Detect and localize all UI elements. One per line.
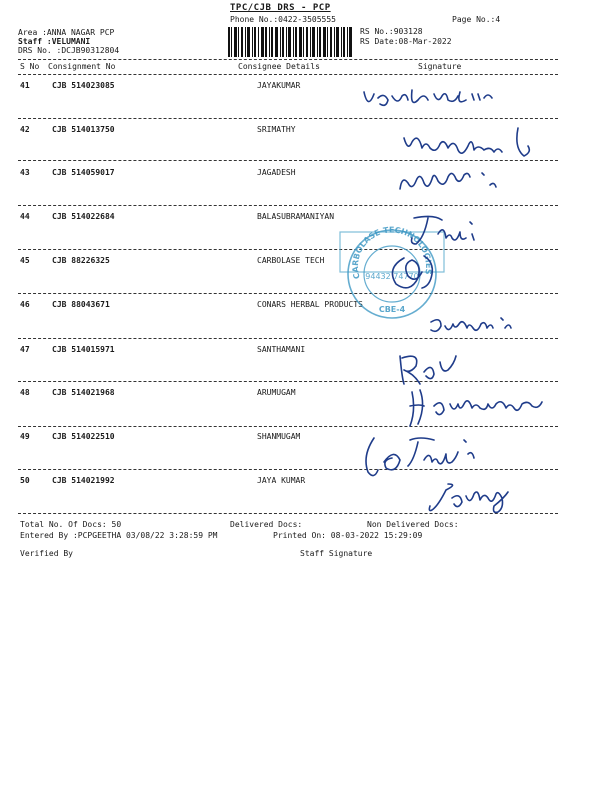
row-consignee: BALASUBRAMANIYAN <box>257 212 335 221</box>
rs-date: RS Date:08-Mar-2022 <box>360 37 452 46</box>
row-consignment-no: CJB 514022684 <box>52 212 115 221</box>
handwritten-signature <box>394 350 466 390</box>
handwritten-signature <box>360 432 510 482</box>
delivered-docs: Delivered Docs: <box>230 520 303 529</box>
row-consignment-no: CJB 514021968 <box>52 388 115 397</box>
stamp-text: CARBOLASE TECHNOLOGIES <box>350 225 434 280</box>
document-title: TPC/CJB DRS - PCP <box>230 3 331 13</box>
staff-label: Staff :VELUMANI <box>18 37 91 46</box>
row-sno: 50 <box>20 476 30 485</box>
row-sno: 46 <box>20 300 30 309</box>
row-sno: 44 <box>20 212 30 221</box>
row-consignment-no: CJB 514021992 <box>52 476 115 485</box>
row-consignee: ARUMUGAM <box>257 388 296 397</box>
divider <box>18 381 558 382</box>
handwritten-signature <box>380 250 450 296</box>
divider <box>18 59 558 60</box>
table-row <box>0 81 600 93</box>
col-consignment-no: Consignment No <box>48 62 116 71</box>
row-sno: 47 <box>20 345 30 354</box>
barcode <box>228 27 352 57</box>
row-sno: 42 <box>20 125 30 134</box>
table-row <box>0 212 600 224</box>
row-consignment-no: CJB 514015971 <box>52 345 115 354</box>
row-sno: 48 <box>20 388 30 397</box>
col-signature: Signature <box>418 62 462 71</box>
drs-number: DRS No. :DCJB90312804 <box>18 46 120 55</box>
row-consignee: SANTHAMANI <box>257 345 306 354</box>
area-label: Area :ANNA NAGAR PCP <box>18 28 115 37</box>
handwritten-signature <box>400 124 550 168</box>
table-row <box>0 345 600 357</box>
rs-number: RS No.:903128 <box>360 27 423 36</box>
stamp-city: CBE-4 <box>378 305 406 314</box>
row-consignment-no: CJB 88226325 <box>52 256 110 265</box>
row-consignment-no: CJB 514059017 <box>52 168 115 177</box>
row-consignee: CONARS HERBAL PRODUCTS <box>257 300 363 309</box>
phone-number: Phone No.:0422-3505555 <box>230 15 336 24</box>
row-sno: 49 <box>20 432 30 441</box>
row-consignee: CARBOLASE TECH <box>257 256 325 265</box>
handwritten-signature <box>360 84 510 120</box>
stamp-phone: 94432 74770 <box>365 272 419 281</box>
row-consignee: JAGADESH <box>257 168 296 177</box>
non-delivered-docs: Non Delivered Docs: <box>367 520 459 529</box>
table-row <box>0 300 600 312</box>
row-consignee: SHANMUGAM <box>257 432 301 441</box>
handwritten-signature <box>426 478 526 516</box>
page-number: Page No.:4 <box>452 15 501 24</box>
row-consignment-no: CJB 514023085 <box>52 81 115 90</box>
table-row <box>0 256 600 268</box>
entered-by: Entered By :PCPGEETHA 03/08/22 3:28:59 PM <box>20 531 218 540</box>
divider <box>18 205 558 206</box>
row-sno: 45 <box>20 256 30 265</box>
row-consignee: JAYAKUMAR <box>257 81 301 90</box>
row-consignment-no: CJB 88043671 <box>52 300 110 309</box>
handwritten-signature <box>396 165 506 201</box>
divider <box>18 293 558 294</box>
row-consignment-no: CJB 514013750 <box>52 125 115 134</box>
staff-signature: Staff Signature <box>300 549 373 558</box>
col-sno: S No <box>20 62 40 71</box>
row-consignment-no: CJB 514022510 <box>52 432 115 441</box>
table-row <box>0 168 600 180</box>
handwritten-signature <box>427 312 517 342</box>
col-consignee: Consignee Details <box>238 62 320 71</box>
row-consignee: JAYA KUMAR <box>257 476 306 485</box>
total-docs: Total No. Of Docs: 50 <box>20 520 122 529</box>
handwritten-signature <box>406 386 562 430</box>
printed-on: Printed On: 08-03-2022 15:29:09 <box>273 531 423 540</box>
divider <box>18 74 558 75</box>
handwritten-signature <box>404 212 484 252</box>
row-sno: 41 <box>20 81 30 90</box>
row-sno: 43 <box>20 168 30 177</box>
verified-by: Verified By <box>20 549 73 558</box>
table-row <box>0 432 600 444</box>
row-consignee: SRIMATHY <box>257 125 296 134</box>
